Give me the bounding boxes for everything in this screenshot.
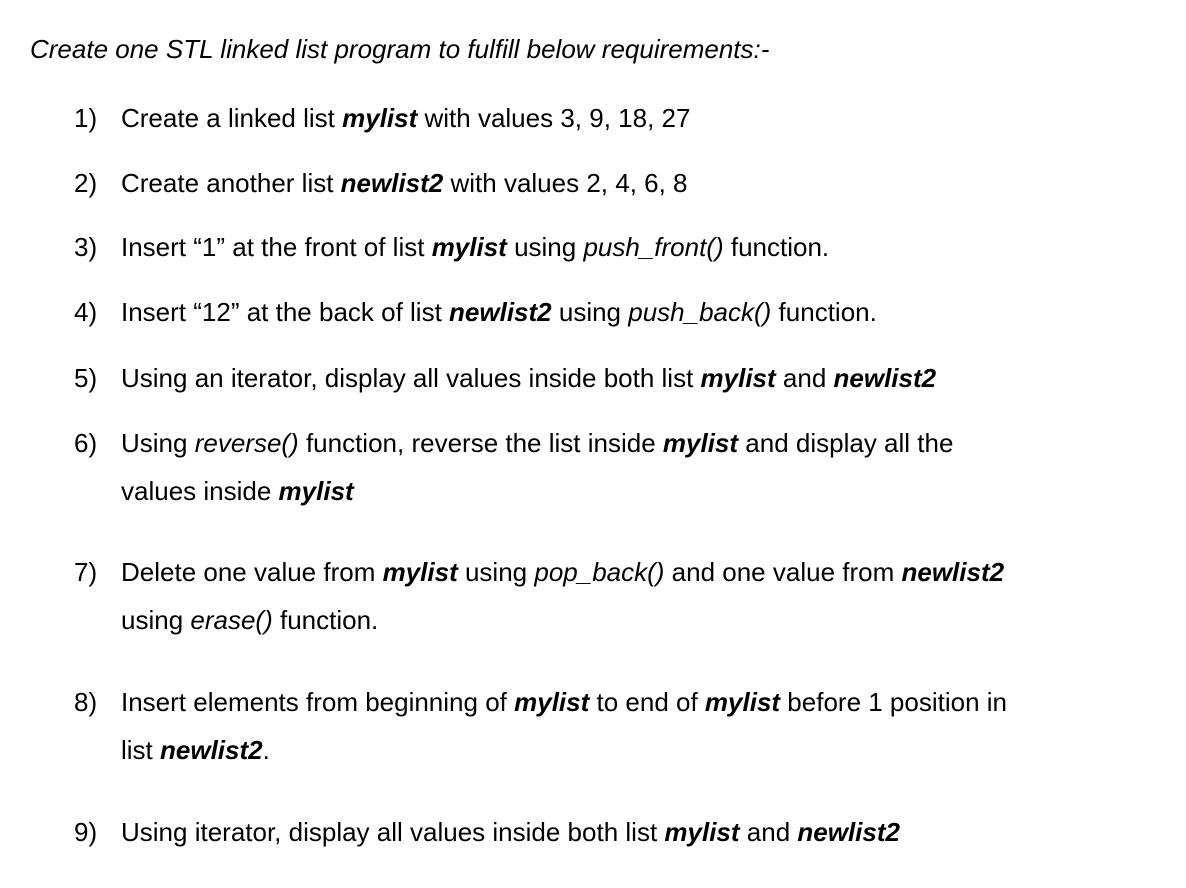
requirement-7 bbox=[74, 548, 1004, 644]
text-run: Using bbox=[121, 428, 195, 458]
text-run: push_front() bbox=[583, 232, 724, 262]
text-run: mylist bbox=[700, 363, 776, 393]
requirement-text bbox=[121, 808, 900, 856]
requirement-5 bbox=[74, 354, 936, 402]
requirement-line bbox=[121, 354, 936, 402]
text-run: Insert “1” at the front of list bbox=[121, 232, 432, 262]
requirement-number: 3) bbox=[74, 232, 98, 262]
text-run: erase() bbox=[190, 605, 273, 635]
text-run: before 1 position in bbox=[780, 687, 1008, 717]
requirement-9 bbox=[74, 808, 900, 856]
requirement-number: 7) bbox=[74, 557, 98, 587]
text-run: pop_back() bbox=[534, 557, 665, 587]
requirement-4 bbox=[74, 288, 877, 336]
requirement-2 bbox=[74, 159, 688, 207]
text-run: Create a linked list bbox=[121, 103, 343, 133]
requirement-number: 5) bbox=[74, 363, 98, 393]
text-run: function, reverse the list inside bbox=[298, 428, 663, 458]
text-run: mylist bbox=[514, 687, 590, 717]
text-run: with values 2, 4, 6, 8 bbox=[443, 168, 688, 198]
requirement-number: 4) bbox=[74, 297, 98, 327]
text-run: and one value from bbox=[664, 557, 902, 587]
text-run: values inside bbox=[121, 476, 279, 506]
text-run: using bbox=[121, 605, 191, 635]
text-run: newlist2 bbox=[340, 168, 444, 198]
requirement-number: 8) bbox=[74, 687, 98, 717]
text-run: using bbox=[506, 232, 584, 262]
text-run: and bbox=[775, 363, 834, 393]
text-run: Using an iterator, display all values inside both list bbox=[121, 363, 701, 393]
text-run: Insert “12” at the back of list bbox=[121, 297, 450, 327]
text-run: newlist2 bbox=[797, 817, 900, 847]
requirement-line bbox=[121, 159, 688, 207]
requirement-3 bbox=[74, 223, 829, 271]
text-run: push_back() bbox=[628, 297, 772, 327]
requirement-text bbox=[121, 94, 690, 142]
text-run: reverse() bbox=[194, 428, 299, 458]
requirement-line bbox=[121, 596, 1004, 644]
text-run: Delete one value from bbox=[121, 557, 383, 587]
text-run: and display all the bbox=[738, 428, 954, 458]
text-run: using bbox=[457, 557, 535, 587]
requirement-text bbox=[121, 419, 953, 515]
text-run: mylist bbox=[704, 687, 781, 717]
text-run: function. bbox=[771, 297, 877, 327]
requirement-line bbox=[121, 419, 953, 467]
requirement-line bbox=[121, 726, 1007, 774]
text-run: mylist bbox=[278, 476, 354, 506]
text-run: Create another list bbox=[121, 168, 341, 198]
requirement-8 bbox=[74, 678, 1007, 774]
text-run: with values 3, 9, 18, 27 bbox=[417, 103, 691, 133]
requirement-line bbox=[121, 808, 900, 856]
requirement-text bbox=[121, 678, 1007, 774]
requirement-number: 9) bbox=[74, 817, 98, 847]
requirement-line bbox=[121, 678, 1007, 726]
requirement-text bbox=[121, 288, 877, 336]
requirement-text bbox=[121, 159, 688, 207]
intro-heading: Create one STL linked list program to fulfill below requirements:- bbox=[30, 34, 770, 64]
requirement-text bbox=[121, 548, 1004, 644]
requirement-line bbox=[121, 94, 690, 142]
text-run: and bbox=[739, 817, 798, 847]
text-run: Insert elements from beginning of bbox=[121, 687, 515, 717]
text-run: list bbox=[121, 735, 160, 765]
requirement-1 bbox=[74, 94, 690, 142]
requirement-text bbox=[121, 354, 936, 402]
requirement-line bbox=[121, 548, 1004, 596]
requirement-6 bbox=[74, 419, 953, 515]
text-run: mylist bbox=[382, 557, 458, 587]
requirement-line bbox=[121, 288, 877, 336]
text-run: mylist bbox=[662, 428, 739, 458]
text-run: function. bbox=[272, 605, 379, 635]
text-run: to end of bbox=[589, 687, 705, 717]
requirement-number: 2) bbox=[74, 168, 98, 198]
text-run: newlist2 bbox=[901, 557, 1005, 587]
text-run: function. bbox=[723, 232, 830, 262]
requirement-line bbox=[121, 223, 829, 271]
text-run: newlist2 bbox=[160, 735, 263, 765]
requirement-number: 6) bbox=[74, 428, 98, 458]
text-run: mylist bbox=[342, 103, 418, 133]
text-run: mylist bbox=[664, 817, 740, 847]
text-run: . bbox=[262, 735, 270, 765]
requirement-text bbox=[121, 223, 829, 271]
requirement-line bbox=[121, 467, 953, 515]
text-run: mylist bbox=[431, 232, 507, 262]
text-run: newlist2 bbox=[833, 363, 937, 393]
requirement-number: 1) bbox=[74, 103, 98, 133]
text-run: Using iterator, display all values inside both list bbox=[121, 817, 665, 847]
text-run: newlist2 bbox=[449, 297, 552, 327]
text-run: using bbox=[551, 297, 629, 327]
